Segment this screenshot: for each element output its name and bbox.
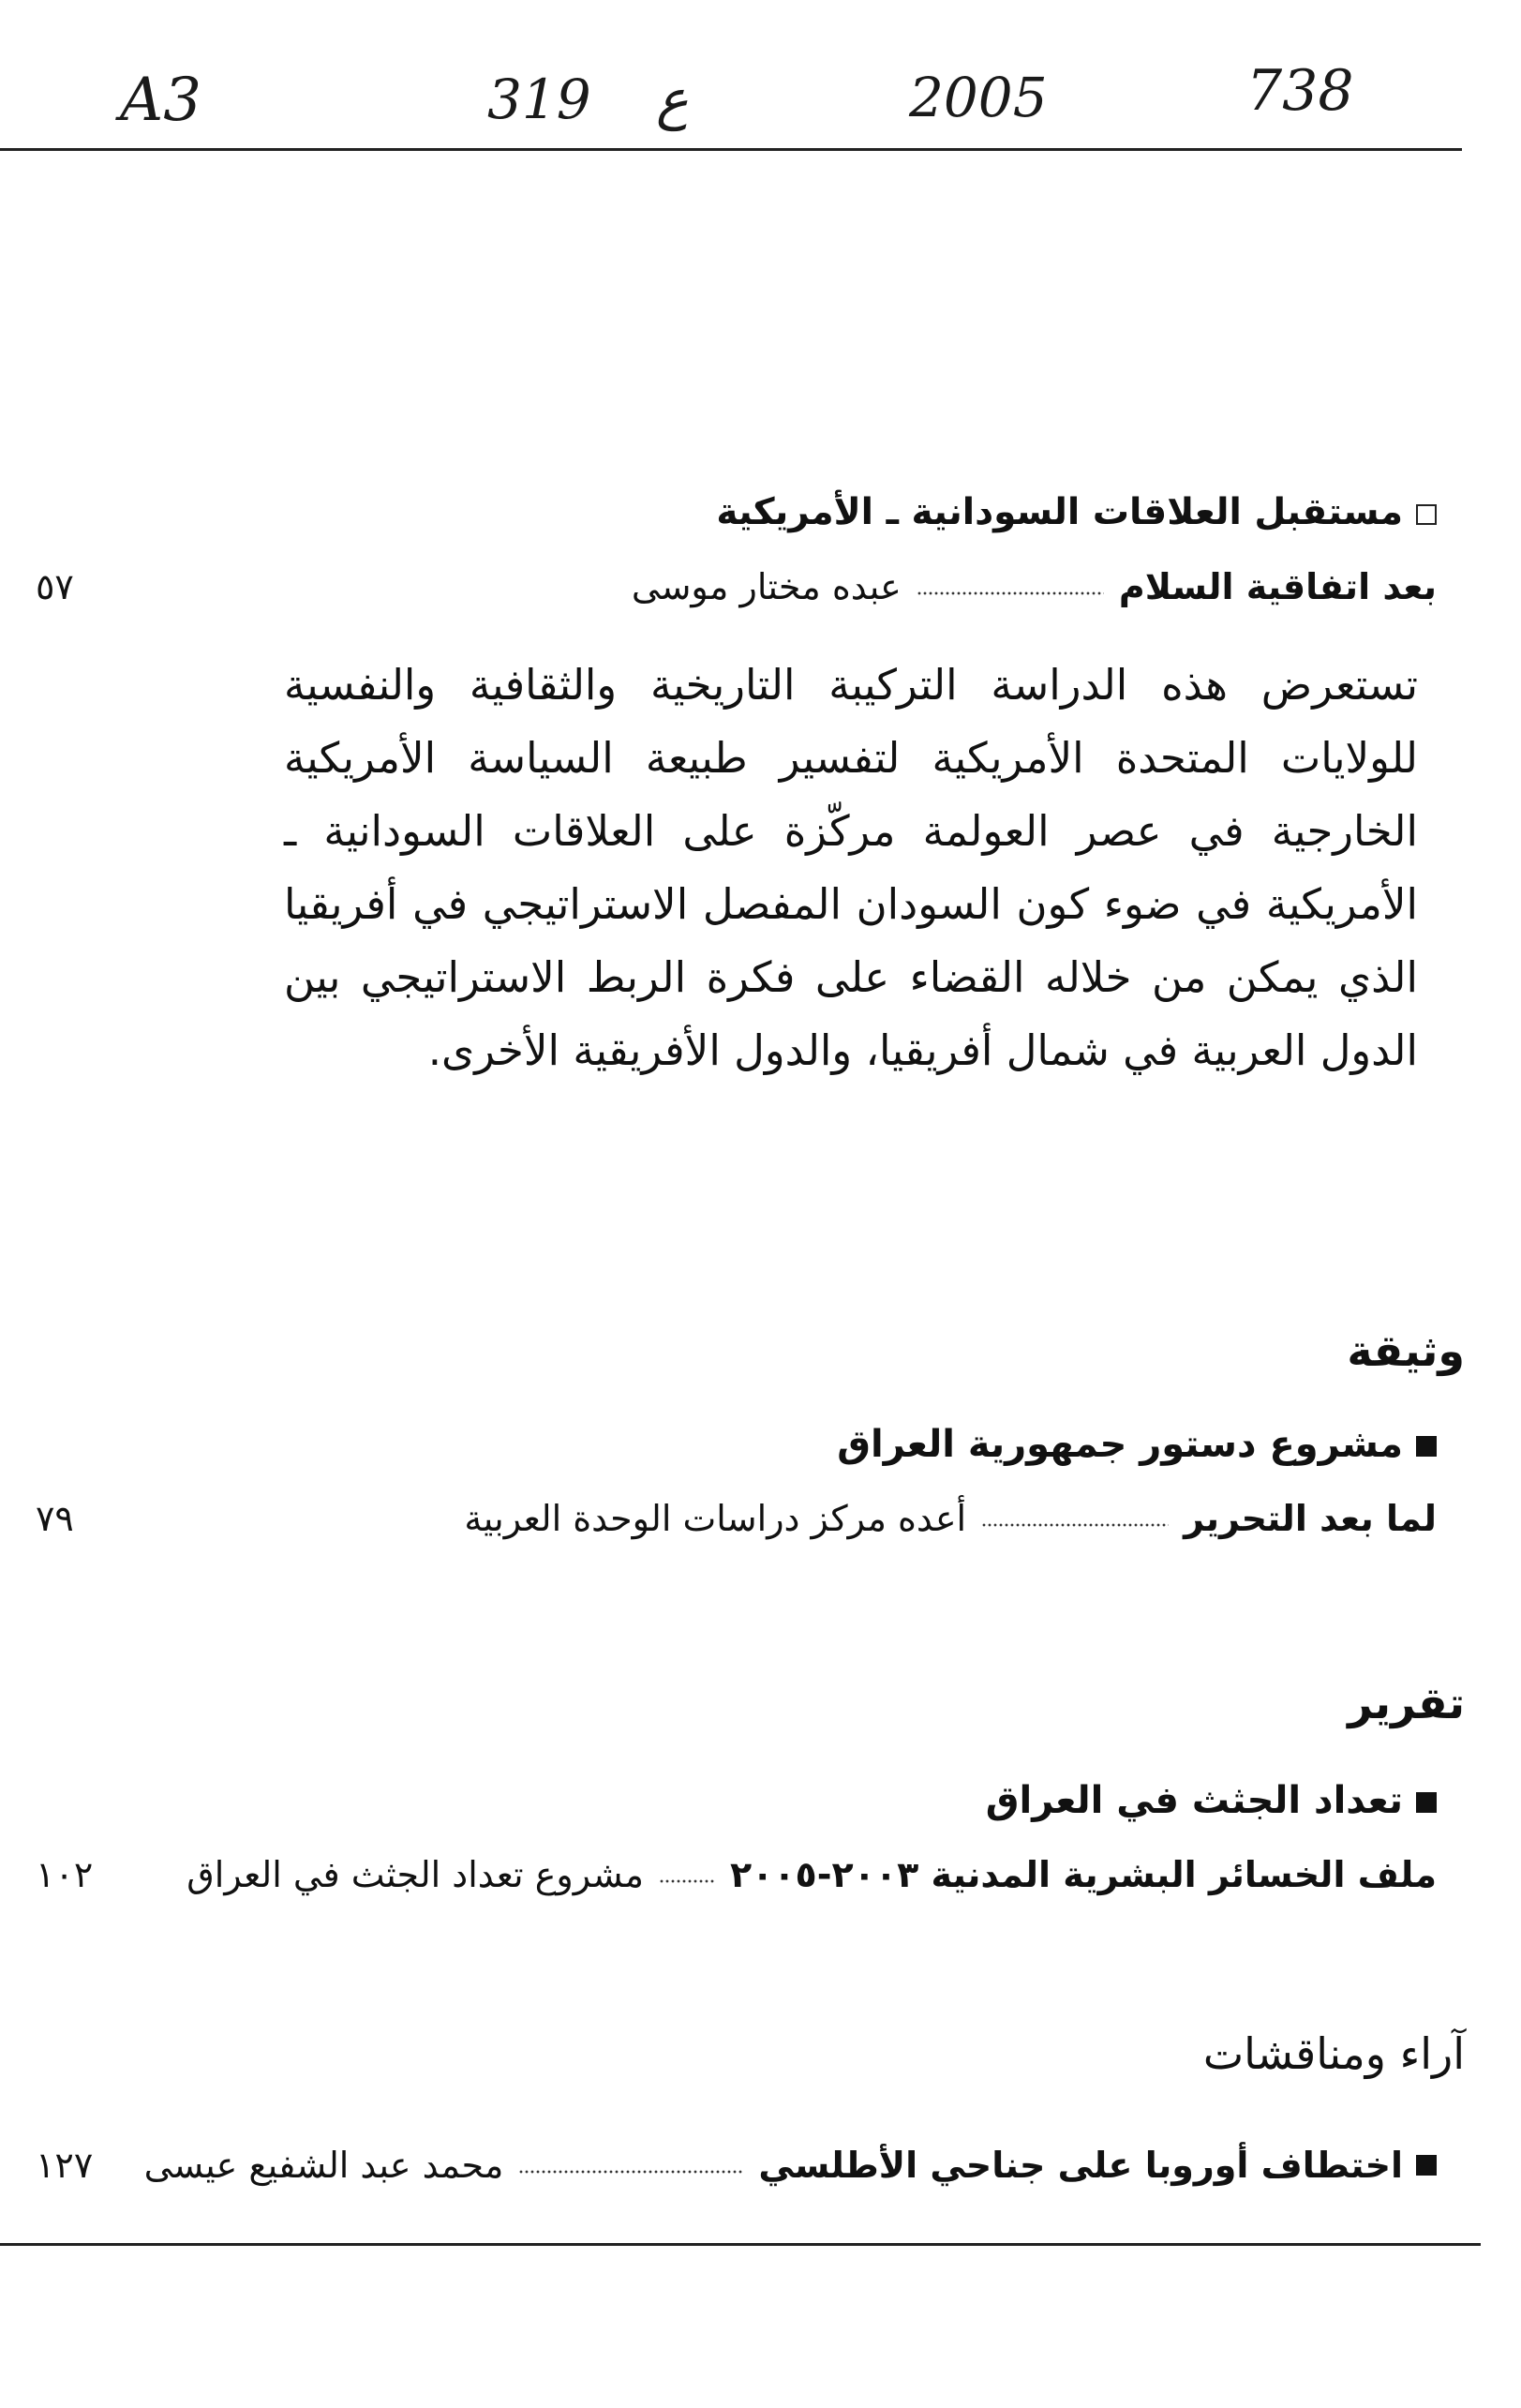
entry-title-line1: مستقبل العلاقات السودانية ـ الأمريكية [125, 491, 1437, 533]
handwritten-number: 738 [1246, 58, 1354, 124]
report-author: مشروع تعداد الجثث في العراق [186, 1854, 644, 1895]
entry-title-line2: بعد اتفاقية السلام [1118, 566, 1437, 607]
filled-square-bullet-icon [1416, 1436, 1437, 1457]
dot-leader [518, 2170, 743, 2174]
opinions-page-number: ١٢٧ [36, 2145, 94, 2186]
section-heading-report: تقرير [1348, 1678, 1465, 1728]
document-toc-line [36, 1490, 1437, 1547]
handwritten-year: 2005 [909, 66, 1048, 129]
document-title-line1: مشروع دستور جمهورية العراق [125, 1423, 1437, 1466]
handwritten-code: A3 [120, 66, 201, 135]
dot-leader [659, 1879, 715, 1883]
entry-page-number: ٥٧ [36, 566, 74, 607]
report-page-number: ١٠٢ [36, 1854, 94, 1895]
opinions-title: اختطاف أوروبا على جناحي الأطلسي [758, 2145, 1403, 2186]
entry-toc-line [36, 559, 1437, 615]
document-author: أعده مركز دراسات الوحدة العربية [464, 1498, 967, 1539]
document-title-line2: لما بعد التحرير [1184, 1498, 1437, 1539]
opinions-toc-line [36, 2137, 1437, 2193]
report-title-line2: ملف الخسائر البشرية المدنية ٢٠٠٣-٢٠٠٥ [729, 1854, 1437, 1895]
header-rule [0, 148, 1462, 151]
opinions-author: محمد عبد الشفيع عيسى [143, 2145, 504, 2186]
dot-leader [917, 591, 1104, 595]
entry-abstract: تستعرض هذه الدراسة التركيبة التاريخية والثقافية والنفسية للولايات المتحدة الأمريكية لتفسير طبيعة السياسة الأمريكية الخارجية في عصر العولمة مركّزة على العلاقات السودانية ـ الأمريكية في ضوء كون السودان المفصل الاستراتيجي في أفريقيا الذي يمكن من خلاله القضاء على فكرة الربط الاستراتيجي بين الدول العربية في شمال أفريقيا، والدول الأفريقية الأخرى. [284, 660, 1418, 1075]
entry-author: عبده مختار موسى [631, 566, 902, 607]
section-heading-opinions: آراء ومناقشات [1202, 2028, 1465, 2079]
report-toc-line [36, 1847, 1437, 1903]
handwritten-issue: 319 [487, 67, 591, 131]
document-page-number: ٧٩ [36, 1498, 74, 1539]
filled-square-bullet-icon [1416, 2155, 1437, 2176]
open-square-bullet-icon [1416, 504, 1437, 525]
report-title-line1: تعداد الجثث في العراق [125, 1779, 1437, 1822]
dot-leader [981, 1523, 1169, 1527]
handwritten-letter: ع [656, 67, 689, 131]
filled-square-bullet-icon [1416, 1792, 1437, 1813]
footer-rule [0, 2243, 1481, 2246]
section-heading-document: وثيقة [1347, 1325, 1465, 1376]
